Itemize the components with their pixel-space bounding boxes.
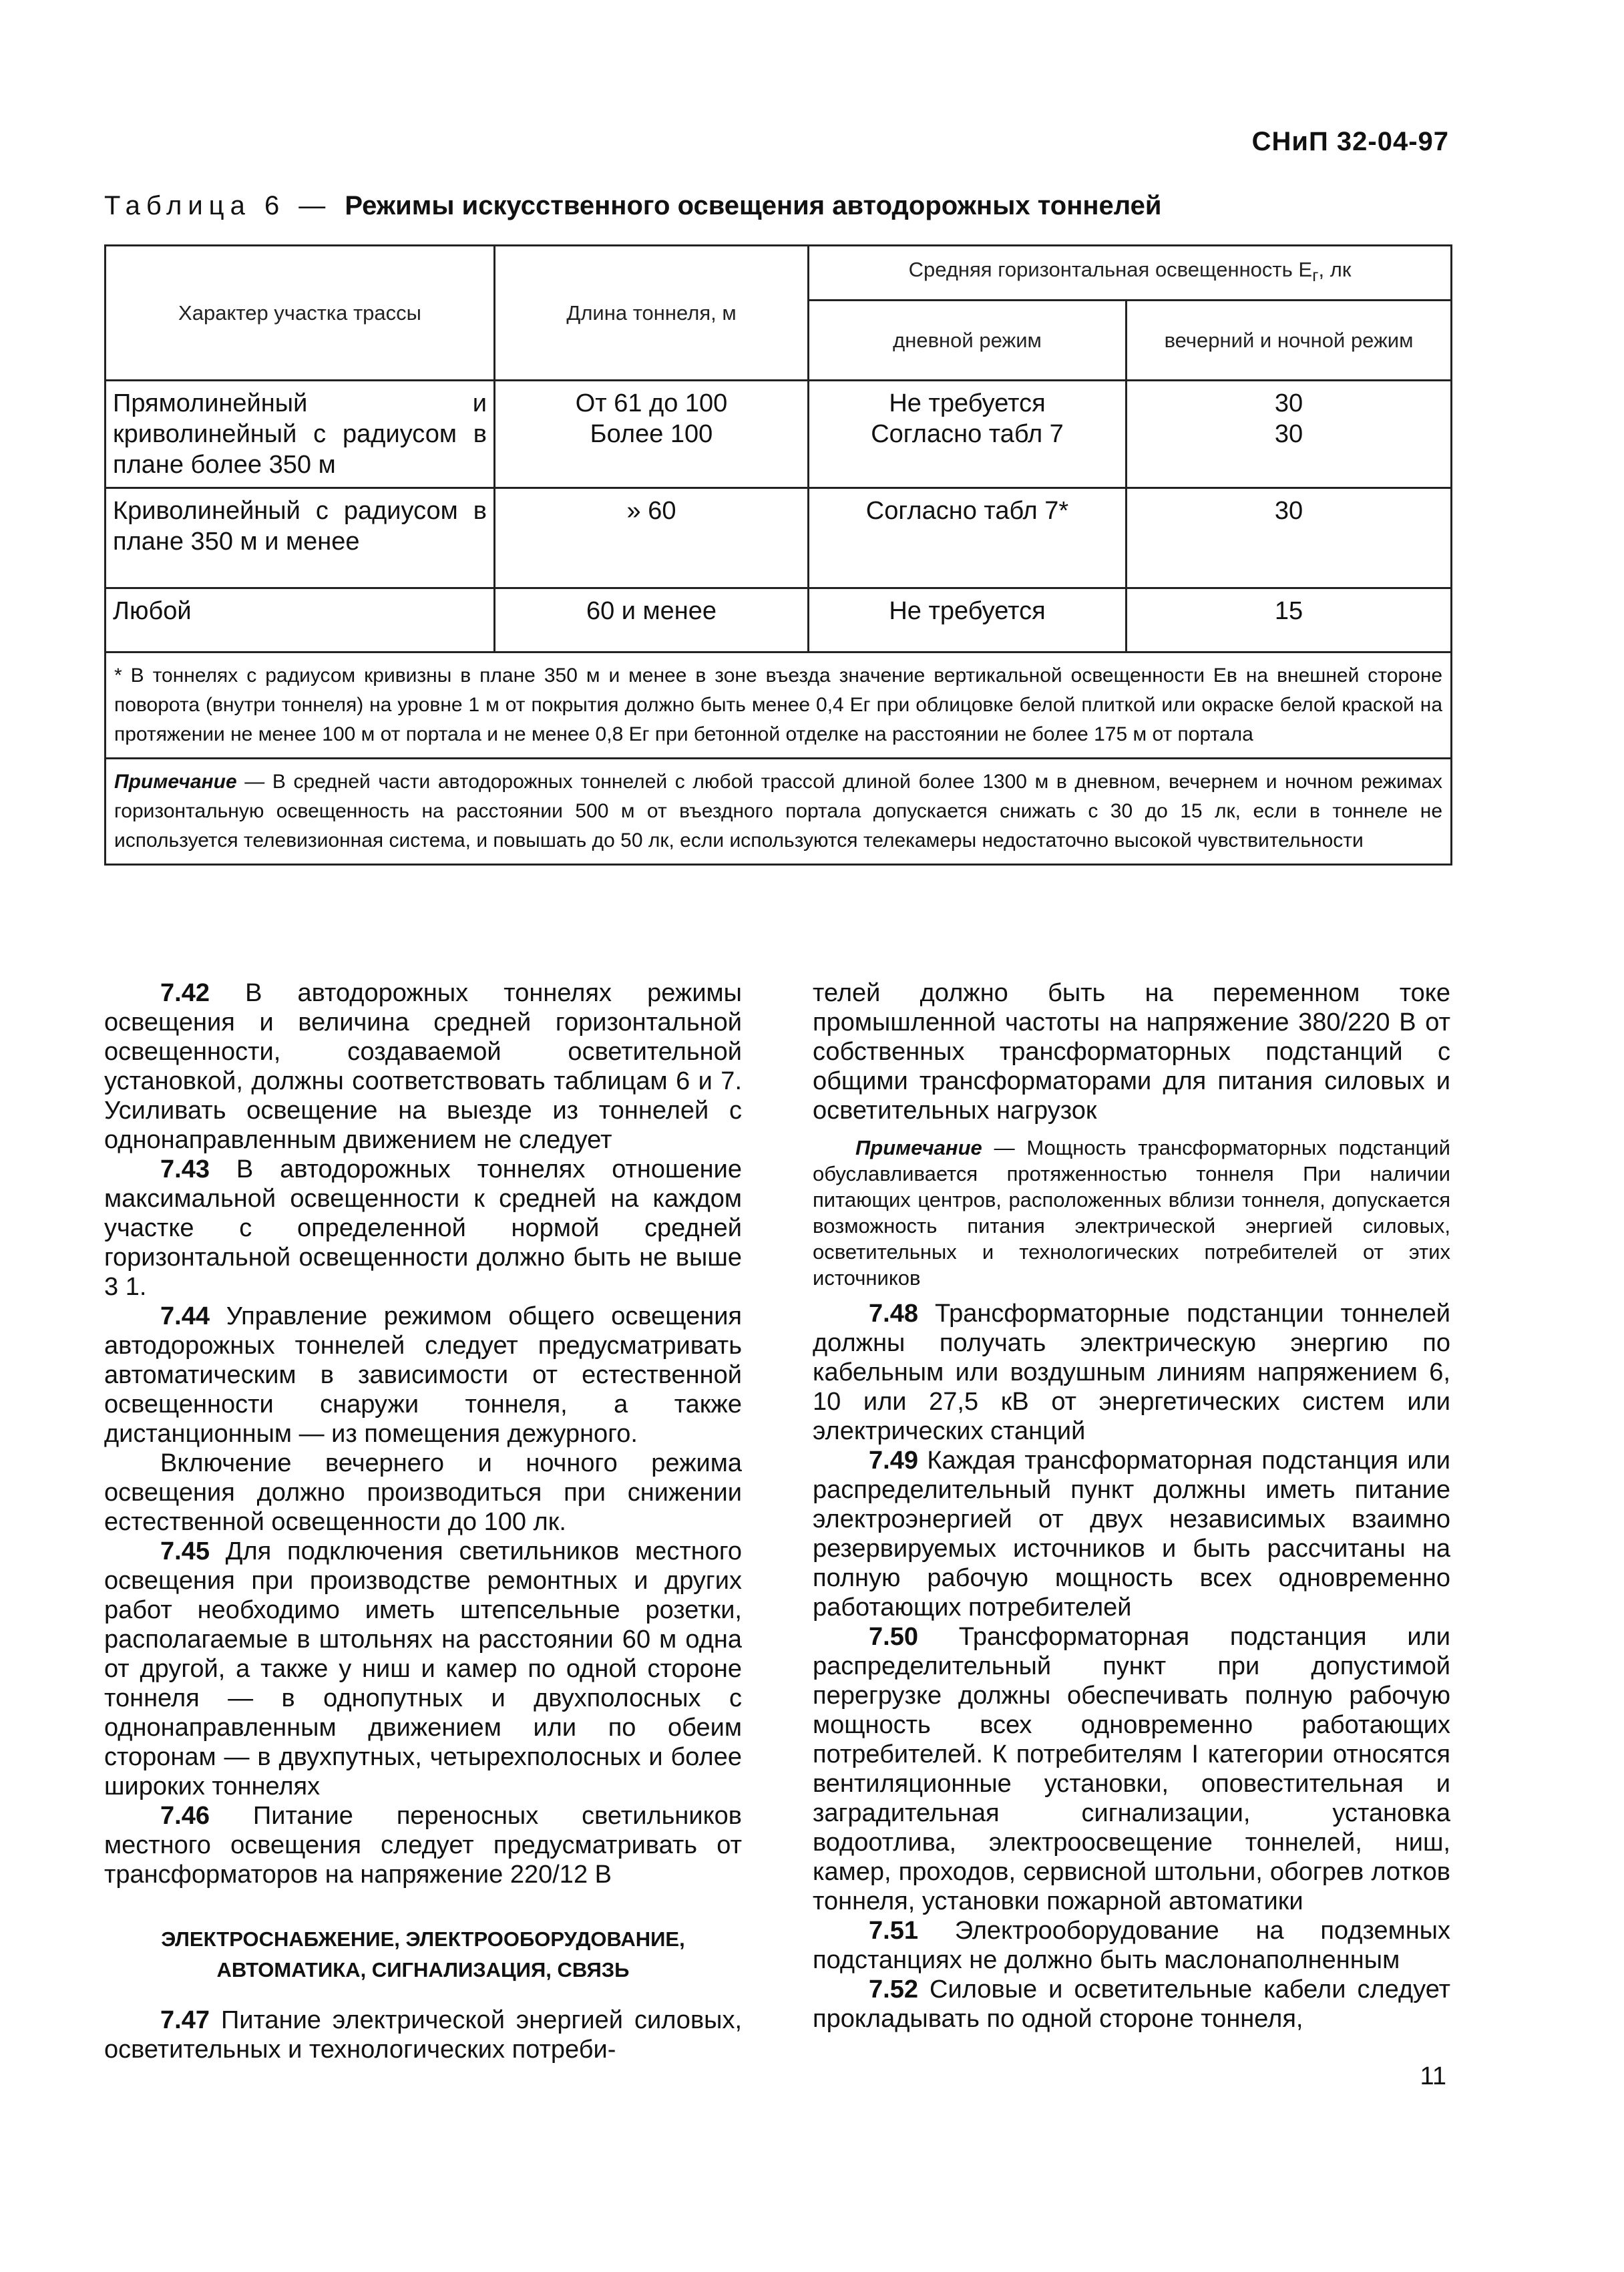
lighting-modes-table [104, 244, 1452, 866]
paragraph-7-48-number: 7.48 [869, 1300, 918, 1328]
row1-day-line1: Не требуется [889, 389, 1046, 417]
table-row [106, 588, 1452, 652]
row1-section: Прямолинейный и криволинейный с радиусом в плане более 350 м [106, 381, 495, 488]
row1-evening-line2: 30 [1274, 420, 1303, 448]
table-row [106, 488, 1452, 588]
table-note-row [106, 759, 1452, 865]
paragraph-7-52 [813, 1975, 1450, 2034]
row1-length-line2: Более 100 [590, 420, 713, 448]
row1-evening [1127, 381, 1452, 488]
row1-evening-line1: 30 [1274, 389, 1303, 417]
paragraph-7-51-number: 7.51 [869, 1917, 918, 1945]
paragraph-7-47-text: Питание электрической энергией силовых, осветительных и технологических потреби- [104, 2006, 742, 2064]
header-section: Характер участка трассы [106, 246, 495, 381]
paragraph-7-42 [104, 978, 742, 1155]
table-row [106, 381, 1452, 488]
paragraph-7-45-text: Для подключения светильников местного освещения при производстве ремонтных и других работ необходимо иметь штепсельные розетки, располагаемые в штольнях на расстоянии 60 м одна от другой, а также у ниш и камер по одной стороне тоннеля — в однопутных и двухполосных с однонаправленным движением или по обеим сторонам — в двухпутных, четырехполосных и более широких тоннелях [104, 1537, 742, 1801]
paragraph-7-44-number: 7.44 [160, 1302, 210, 1330]
table-note-text: — В средней части автодорожных тоннелей с любой трассой длиной более 1300 м в дневном, вечернем и ночном режимах горизонтальную освещенность на расстоянии 500 м от въездного портала допускается снижать с 30 до 15 лк, если в тоннеле не используется телевизионная система, и повышать до 50 лк, если используются телекамеры недостаточно высокой чувствительности [114, 771, 1443, 851]
section-heading-line1: ЭЛЕКТРОСНАБЖЕНИЕ, ЭЛЕКТРООБОРУДОВАНИЕ, [161, 1927, 685, 1951]
paragraph-7-48-text: Трансформаторные подстанции тоннелей должны получать электрическую энергию по кабельным или воздушным линиям напряжением 6, 10 или 27,5 кВ от энергетических систем или электрических станций [813, 1300, 1450, 1445]
header-illumination-unit: , лк [1318, 257, 1352, 281]
row2-section: Криволинейный с радиусом в плане 350 м и менее [106, 488, 495, 588]
paragraph-7-47-number: 7.47 [160, 2006, 210, 2034]
row1-length-line1: От 61 до 100 [575, 389, 728, 417]
paragraph-7-42-text: В автодорожных тоннелях режимы освещения и величина средней горизонтальной освещенности, создаваемой осветительной установкой, должны соответствовать таблицам 6 и 7. Усиливать освещение на выезде из тоннелей с однонаправленным движением не следует [104, 979, 742, 1154]
header-evening-mode: вечерний и ночной режим [1127, 301, 1452, 381]
section-heading [104, 1924, 742, 1985]
table-footnote: * В тоннелях с радиусом кривизны в плане 350 м и менее в зоне въезда значение вертикальной освещенности Eв на внешней стороне поворота (внутри тоннеля) на уровне 1 м от покрытия должно быть менее 0,4 Eг при облицовке белой плиткой или окраске белой краской на протяжении не менее 100 м от портала и не менее 0,8 Eг при бетонной отделке на расстоянии не более 175 м от портала [106, 652, 1452, 759]
paragraph-7-51 [813, 1916, 1450, 1975]
paragraph-7-49-text: Каждая трансформаторная подстанция или распределительный пункт должны иметь питание электроэнергией от двух независимых взаимно резервируемых источников и быть рассчитаны на полную рабочую мощность всех одновременно работающих потребителей [813, 1447, 1450, 1622]
paragraph-7-48 [813, 1299, 1450, 1446]
paragraph-7-46 [104, 1801, 742, 1889]
paragraph-7-52-number: 7.52 [869, 1975, 918, 2004]
header-day-mode: дневной режим [809, 301, 1127, 381]
paragraph-7-49-number: 7.49 [869, 1447, 918, 1475]
paragraph-7-42-number: 7.42 [160, 979, 210, 1007]
paragraph-7-45 [104, 1537, 742, 1801]
row1-day [809, 381, 1127, 488]
table-caption [104, 191, 1440, 221]
table-note-label: Примечание [114, 771, 237, 793]
paragraph-7-44-continued: Включение вечернего и ночного режима освещения должно производиться при снижении естественной освещенности до 100 лк. [104, 1449, 742, 1536]
paragraph-7-43-text: В автодорожных тоннелях отношение максимальной освещенности к средней на каждом участке с определенной нормой средней горизонтальной освещенности должно быть не выше 3 1. [104, 1155, 742, 1301]
row2-evening: 30 [1127, 488, 1452, 588]
paragraph-7-46-number: 7.46 [160, 1802, 210, 1830]
paragraph-7-47-continued: телей должно быть на переменном токе промышленной частоты на напряжение 380/220 В от собственных трансформаторных подстанций с общими трансформаторами для питания силовых и осветительных нагрузок [813, 979, 1450, 1125]
header-length: Длина тоннеля, м [495, 246, 809, 381]
table-note [106, 759, 1452, 865]
paragraph-7-50-number: 7.50 [869, 1623, 918, 1651]
right-column-note [813, 1135, 1450, 1291]
row3-day: Не требуется [809, 588, 1127, 652]
paragraph-7-45-number: 7.45 [160, 1537, 210, 1565]
right-column [813, 978, 1450, 2034]
left-column [104, 978, 742, 2064]
paragraph-7-43 [104, 1155, 742, 1302]
header-illumination-label: Средняя горизонтальная освещенность E [908, 257, 1313, 281]
right-column-note-label: Примечание [855, 1136, 982, 1159]
row1-length [495, 381, 809, 488]
paragraph-7-43-number: 7.43 [160, 1155, 210, 1183]
right-column-note-text: — Мощность трансформаторных подстанций обуславливается протяженностью тоннеля При наличии питающих центров, расположенных вблизи тоннеля, допускается возможность питания электрической энергией силовых, осветительных и технологических потребителей от этих источников [813, 1136, 1450, 1290]
row3-length: 60 и менее [495, 588, 809, 652]
row2-day: Согласно табл 7* [809, 488, 1127, 588]
header-illumination-subscript: г [1312, 266, 1319, 286]
row3-evening: 15 [1127, 588, 1452, 652]
paragraph-7-51-text: Электрооборудование на подземных подстанциях не должно быть маслонаполненным [813, 1917, 1450, 1974]
paragraph-7-46-text: Питание переносных светильников местного освещения следует предусматривать от трансформаторов на напряжение 220/12 В [104, 1802, 742, 1889]
paragraph-7-52-text: Силовые и осветительные кабели следует прокладывать по одной стороне тоннеля, [813, 1975, 1450, 2033]
paragraph-7-44-text: Управление режимом общего освещения автодорожных тоннелей следует предусматривать автоматическим в зависимости от естественной освещенности снаружи тоннеля, а также дистанционным — из помещения дежурного. [104, 1302, 742, 1448]
row3-section: Любой [106, 588, 495, 652]
document-code: СНиП 32-04-97 [1251, 127, 1449, 156]
header-illumination [809, 246, 1452, 301]
row2-length: » 60 [495, 488, 809, 588]
paragraph-7-49 [813, 1446, 1450, 1622]
page-number: 11 [1420, 2062, 1446, 2090]
paragraph-7-47 [104, 2006, 742, 2064]
paragraph-7-44 [104, 1302, 742, 1449]
table-caption-prefix: Таблица 6 — [104, 191, 345, 220]
row1-day-line2: Согласно табл 7 [871, 420, 1064, 448]
table-caption-title: Режимы искусственного освещения автодорожных тоннелей [345, 191, 1162, 220]
paragraph-7-50-text: Трансформаторная подстанция или распределительный пункт при допустимой перегрузке должны обеспечивать полную рабочую мощность всех одновременно работающих потребителей. К потребителям I категории относятся вентиляционные установки, оповестительная и заградительная сигнализации, установка водоотлива, электроосвещение тоннелей, ниш, камер, проходов, сервисной штольни, обогрев лотков тоннеля, установки пожарной автоматики [813, 1623, 1450, 1915]
section-heading-line2: АВТОМАТИКА, СИГНАЛИЗАЦИЯ, СВЯЗЬ [216, 1958, 630, 1981]
paragraph-7-50 [813, 1622, 1450, 1916]
table-footnote-row [106, 652, 1452, 759]
